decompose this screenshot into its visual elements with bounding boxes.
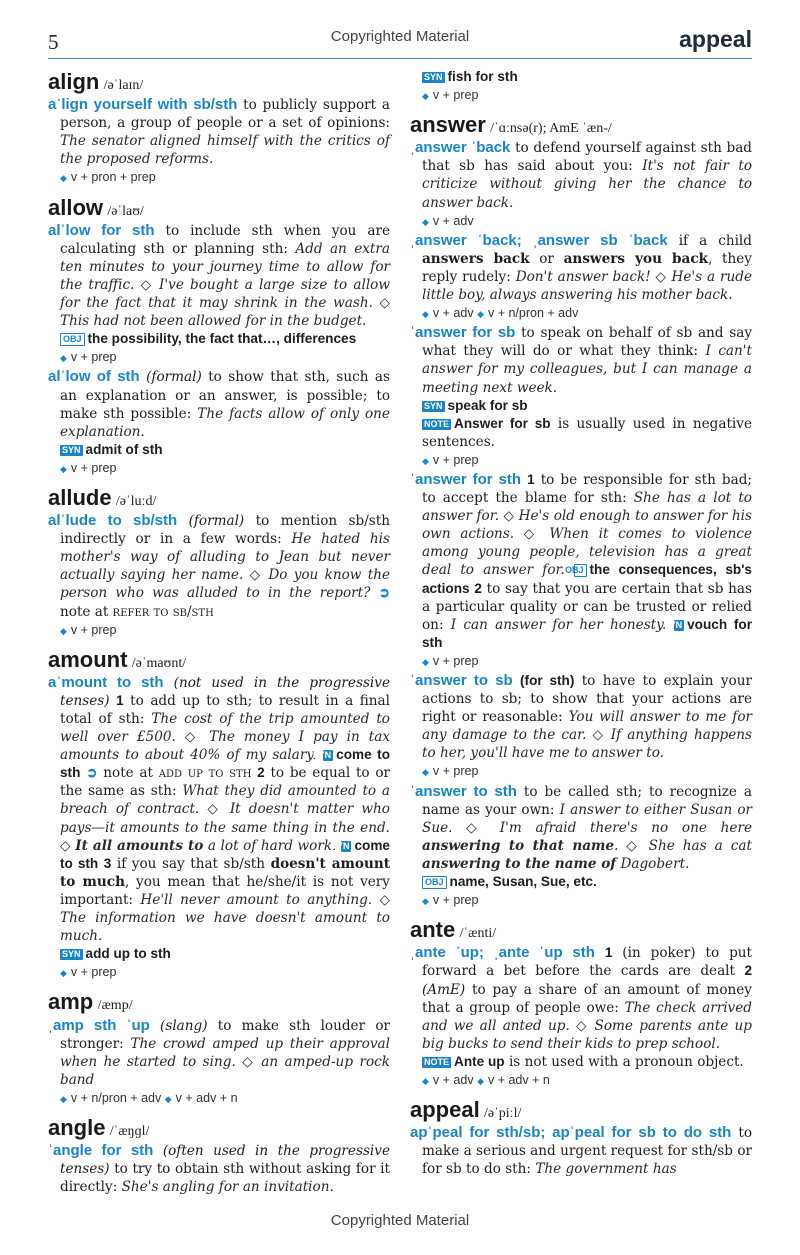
sense — [410, 672, 752, 762]
example-highlight: answering to that name — [422, 837, 615, 854]
sense — [410, 139, 752, 211]
diamond-icon: ◆ — [60, 968, 67, 979]
grammar-pattern: ◆ v + prep — [422, 452, 479, 467]
cross-reference-link[interactable]: refer to sb/sth — [112, 603, 214, 620]
sense — [410, 944, 752, 1053]
phrasal-verb: alˈlow for sth — [48, 221, 155, 239]
example: Don't answer back! ◇ He's a rude little boy, always answering his mother back. — [422, 268, 752, 304]
grammar-pattern: ◆ v + prep — [60, 965, 117, 980]
sense-number: 2 — [744, 963, 752, 979]
copyright-header: Copyrighted Material — [330, 28, 470, 45]
grammar-pattern: ◆ v + prep — [422, 764, 479, 779]
pronunciation: /əˈluːd/ — [115, 493, 157, 509]
definition: to be called sth; to recognize a name as your own: — [422, 783, 752, 818]
diamond-icon: ◆ — [60, 625, 67, 636]
syn-label: SYN — [663, 619, 683, 630]
entry-angle — [48, 1114, 390, 1196]
entry-allow — [48, 194, 390, 478]
cross-reference-link[interactable]: add up to sth — [158, 765, 252, 782]
definition: to try to obtain sth without asking for it directly: — [60, 1161, 390, 1196]
synonym: SYN admit of sth — [62, 441, 163, 457]
phrasal-verb: ˈanswer to sb — [410, 672, 513, 689]
definition: or — [539, 250, 554, 267]
definition: to defend yourself against sth bad that sb has said about you: — [422, 140, 752, 175]
obj-label: OBJ — [60, 333, 85, 346]
cross-reference-arrow-icon: ➲ — [86, 765, 98, 782]
headword: answer — [410, 112, 486, 138]
example: He'll never amount to anything. ◇ The information we have doesn't amount to much. — [60, 891, 390, 945]
headword: angle — [48, 1114, 106, 1140]
diamond-icon: ◆ — [164, 1093, 172, 1104]
copyright-footer: Copyrighted Material — [330, 1212, 470, 1229]
example: The check arrived and we all anted up. ◇ Some parents ante up big bucks to send their kids to prep school. — [422, 999, 752, 1052]
sense — [410, 324, 752, 396]
definition: if you say that sb/sth — [116, 855, 266, 872]
page-number: 5 — [48, 30, 59, 54]
cross-reference-arrow-icon: ➲ — [378, 585, 390, 602]
grammar-pattern: ◆ v + adv ◆ v + n/pron + adv — [422, 306, 579, 321]
pronunciation: /ˈænti/ — [459, 926, 497, 942]
definition: to mention sb/sth indirectly or in a few words: — [60, 513, 390, 548]
definition: to make sth louder or stronger: — [60, 1017, 391, 1052]
diamond-icon: ◆ — [477, 1075, 484, 1086]
definition: (in poker) to put forward a bet before the cards are dealt — [422, 945, 752, 980]
definition: to make a serious and urgent request for sth/sb or for sb to do sth: — [422, 1125, 753, 1178]
register-label: (AmE) — [422, 981, 466, 998]
pronunciation: /ˈɑːnsə(r); AmE ˈæn-/ — [490, 121, 612, 137]
synonym: come to sth — [60, 747, 390, 781]
phrasal-verb: aˈmount to sth — [48, 673, 164, 691]
example: You will answer to me for any damage to the car. ◇ If anything happens to her, you'll have me to answer to. — [422, 709, 753, 762]
sense — [410, 783, 752, 873]
syn-label: SYN — [330, 840, 350, 851]
syn-label: SYN — [312, 750, 332, 761]
sense — [48, 96, 390, 168]
diamond-icon: ◆ — [422, 896, 429, 907]
pronunciation: /əˈlaʊ/ — [107, 203, 144, 219]
phrasal-verb: aˈlign yourself with sb/sth — [48, 96, 238, 114]
sense — [410, 471, 752, 652]
sense — [48, 368, 390, 440]
definition: to be responsible for sth bad; to accept the blame for sth: — [422, 471, 752, 507]
phrasal-verb: ˌanswer ˈback; ˌanswer sb ˈback — [410, 231, 668, 249]
example: . ◇ She has a cat — [614, 837, 752, 854]
usage-label: (often used in the progressive tenses) — [60, 1143, 390, 1178]
sense — [48, 222, 390, 331]
example: I answer to either Susan or Sue. ◇ I'm afraid there's no one here — [422, 801, 752, 836]
syn-label: SYN — [62, 444, 81, 455]
diamond-icon: ◆ — [422, 767, 429, 778]
object-list: the consequences, sb's actions — [422, 562, 752, 596]
grammar-pattern: ◆ v + prep — [60, 622, 117, 637]
diamond-icon: ◆ — [60, 1093, 67, 1104]
diamond-icon: ◆ — [422, 1075, 429, 1086]
phrasal-verb: ˌanswer ˈback — [410, 139, 511, 157]
sense — [410, 1124, 752, 1178]
register-label: (formal) — [188, 513, 245, 530]
example: She has a lot to answer for. ◇ He's old enough to answer for his own actions. ◇ When it comes to violence among young people, television has a great deal to answer for. — [422, 490, 752, 579]
pronunciation: /æmp/ — [97, 998, 133, 1014]
definition: to include sth when you are calculating sth or planning sth: — [60, 222, 391, 257]
sense-number: 1 — [604, 945, 613, 961]
sense-number: 3 — [103, 855, 112, 871]
sense — [48, 674, 390, 945]
note-prefix: note at — [103, 765, 153, 782]
sense-number: 2 — [474, 580, 482, 596]
phrasal-verb: ˈanswer for sth — [410, 470, 522, 488]
grammar-pattern: ◆ v + prep — [60, 460, 117, 475]
phrasal-verb: ˌante ˈup; ˌante ˈup sth — [410, 944, 595, 962]
example: The crowd amped up their approval when he started to sing. ◇ an amped-up rock band — [60, 1035, 390, 1088]
obj-label: OBJ — [574, 564, 587, 577]
diamond-icon: ◆ — [60, 173, 67, 184]
example: She's angling for an invitation. — [121, 1179, 334, 1196]
usage-note: NOTE Ante up is not used with a pronoun object. — [424, 1053, 744, 1070]
register-label: (slang) — [160, 1017, 208, 1034]
diamond-icon: ◆ — [422, 91, 429, 102]
example-highlight: answering to the name of — [422, 855, 617, 872]
definition: to publicly support a person, a group of people or a set of opinions: — [60, 97, 390, 132]
definition: , they reply rudely: — [422, 250, 752, 285]
definition: if a child — [678, 232, 752, 249]
example: I can answer for her honesty. — [450, 616, 667, 633]
pronunciation: /ˈæŋɡl/ — [109, 1123, 150, 1139]
definition: to be equal to or the same as sth: — [60, 765, 391, 800]
sense-number: 1 — [527, 471, 535, 487]
definition: to add up to sth; to result in a final total of sth: — [60, 692, 390, 727]
headword: amount — [48, 646, 128, 672]
note-prefix: note at — [60, 603, 109, 620]
diamond-icon: ◆ — [422, 216, 429, 227]
object-list: OBJ name, Susan, Sue, etc. — [410, 873, 752, 891]
synonym: vouch for sth — [422, 616, 752, 650]
diamond-icon: ◆ — [422, 455, 429, 466]
example: a lot of hard work. — [207, 837, 337, 854]
grammar-pattern: ◆ v + prep — [422, 88, 479, 103]
register-label: (formal) — [146, 369, 202, 386]
running-head: appeal — [679, 26, 752, 52]
synonym: come to sth — [60, 837, 390, 871]
example: Dagobert. — [620, 855, 690, 872]
sense — [48, 1017, 390, 1089]
synonym: SYN speak for sb — [424, 397, 528, 413]
phrasal-verb: alˈlude to sb/sth — [48, 512, 178, 530]
grammar-pattern: ◆ v + adv ◆ v + adv + n — [422, 1072, 550, 1087]
example: He hated his mother's way of alluding to Jean but never actually saying her name. ◇ Do you know the person who was alluded to in the report? — [60, 531, 390, 602]
entry-amount — [48, 646, 390, 983]
note-label: NOTE — [424, 1056, 450, 1067]
example: The senator aligned himself with the critics of the proposed reforms. — [60, 133, 390, 168]
sense-number: 2 — [257, 765, 265, 781]
diamond-icon: ◆ — [60, 353, 67, 364]
entry-allude — [48, 484, 390, 640]
grammar-pattern: ◆ v + prep — [422, 893, 479, 908]
example: Add an extra ten minutes to your journey time to allow for the traffic. ◇ I've bought a large size to allow for the fact that it may shrink in the wash. ◇ This had not been allowed for in the budget. — [60, 240, 391, 330]
definition-highlight: answers back — [422, 250, 530, 267]
entry-angle-continued — [410, 68, 752, 105]
phrasal-verb: ˈangle for sth — [48, 1142, 154, 1160]
sense-number: 1 — [116, 692, 124, 708]
sense — [48, 512, 390, 621]
obj-label: OBJ — [422, 876, 447, 889]
pronunciation: /əˈlaɪn/ — [103, 78, 144, 93]
header-rule — [48, 58, 752, 59]
grammar-pattern: ◆ v + pron + prep — [60, 170, 156, 185]
definition: to have to explain your actions to sb; to show that your actions are right or reasonable: — [422, 673, 752, 726]
usage-note: NOTE Answer for sb is usually used in negative sentences. — [422, 415, 752, 450]
syn-label: SYN — [424, 72, 443, 82]
entry-align — [48, 68, 390, 188]
headword: allow — [48, 194, 104, 220]
definition: to speak on behalf of sb and say what they will do or what they think: — [422, 325, 752, 360]
pronunciation: /əˈmaʊnt/ — [131, 655, 187, 671]
definition: to pay a share of an amount of money that a group of people owe: — [422, 981, 752, 1016]
example-highlight: It all amounts to — [75, 837, 204, 854]
right-column — [410, 68, 752, 1184]
headword: appeal — [410, 1097, 480, 1123]
definition: , you mean that he/she/it is not very important: — [60, 873, 390, 908]
entry-answer — [410, 111, 752, 910]
example: The facts allow of only one explanation. — [60, 405, 390, 440]
headword: align — [48, 69, 100, 94]
diamond-icon: ◆ — [60, 463, 67, 474]
example: The government has — [535, 1161, 677, 1178]
example: What they did amounted to a breach of contract. ◇ It doesn't matter who pays—it amounts to the same thing in the end. ◇ — [60, 783, 390, 854]
syn-label: SYN — [62, 949, 81, 960]
entry-appeal — [410, 1096, 752, 1178]
phrasal-verb: ˈanswer to sth — [410, 782, 517, 800]
phrasal-verb: ˈanswer for sb — [410, 324, 516, 342]
entry-ante — [410, 916, 752, 1090]
headword: allude — [48, 484, 112, 510]
headword: amp — [48, 989, 94, 1015]
phrasal-verb: ˌamp sth ˈup — [48, 1016, 150, 1034]
usage-label: (not used in the progressive tenses) — [60, 674, 390, 709]
object-list: OBJ the possibility, the fact that…, differences — [48, 330, 390, 348]
diamond-icon: ◆ — [422, 309, 429, 320]
example: I can't answer for my colleagues, but I can manage a meeting next week. — [422, 343, 752, 396]
sense — [48, 1142, 390, 1196]
definition-highlight: doesn't amount to much — [60, 855, 391, 890]
headword: ante — [410, 917, 456, 943]
phrasal-verb: alˈlow of sth — [48, 368, 140, 386]
entry-amp — [48, 988, 390, 1108]
example: It's not fair to criticize without giving her the chance to answer back. — [422, 158, 752, 211]
grammar-pattern: ◆ v + adv — [422, 213, 474, 228]
synonym: SYN add up to sth — [62, 946, 171, 962]
grammar-pattern: ◆ v + prep — [60, 350, 117, 365]
diamond-icon: ◆ — [422, 656, 429, 667]
grammar-pattern: ◆ v + n/pron + adv ◆ v + adv + n — [60, 1090, 238, 1105]
note-label: NOTE — [424, 418, 450, 429]
phrasal-verb: apˈpeal for sth/sb; apˈpeal for sb to do sth — [410, 1124, 732, 1142]
synonym: SYN fish for sth — [424, 69, 518, 84]
grammar-pattern: ◆ v + prep — [422, 653, 479, 668]
example: The cost of the trip amounted to well over £500. ◇ The money I pay in tax amounts to about 40% of my salary. — [60, 711, 390, 764]
pronunciation: /əˈpiːl/ — [484, 1106, 522, 1122]
sense — [410, 232, 752, 304]
definition: to show that sth, such as an explanation or an answer, is possible; to make sth possible: — [60, 369, 390, 422]
left-column — [48, 68, 390, 1202]
phrasal-verb-extension: (for sth) — [520, 673, 575, 688]
definition: to say that you are certain that sb has a particular quality or can be trusted or relied on: — [422, 580, 753, 633]
definition-highlight: answers you back — [563, 250, 709, 267]
diamond-icon: ◆ — [477, 309, 484, 320]
syn-label: SYN — [424, 400, 443, 411]
